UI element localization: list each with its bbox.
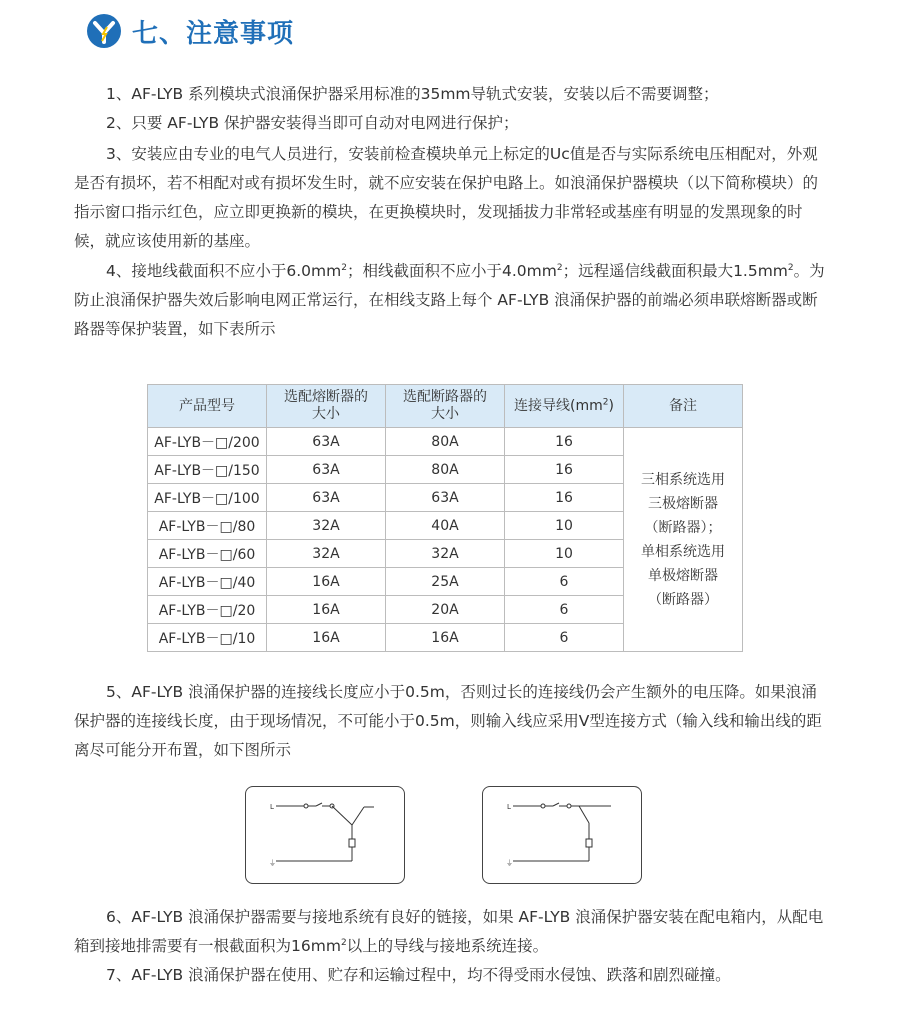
diagram-label-l: L (270, 803, 274, 811)
company-logo-icon (86, 13, 122, 49)
cell-model: AF-LYB－□/40 (148, 568, 267, 596)
cell-wire: 16 (505, 428, 624, 456)
cell-wire: 10 (505, 512, 624, 540)
note-item-6: 6、AF-LYB 浪涌保护器需要与接地系统有良好的链接，如果 AF-LYB 浪涌保护器安装在配电箱内，从配电箱到接地排需要有一根截面积为$16mm^2$以上的导线与接地系统连接。 (74, 908, 824, 955)
cell-fuse: 63A (267, 456, 386, 484)
cell-breaker: 80A (386, 456, 505, 484)
section-header (86, 12, 294, 50)
cell-breaker: 25A (386, 568, 505, 596)
cell-wire: 6 (505, 568, 624, 596)
cell-wire: 16 (505, 484, 624, 512)
cell-breaker: 40A (386, 512, 505, 540)
note-item-1: 1、AF-LYB 系列模块式浪涌保护器采用标准的35mm导轨式安装，安装以后不需要调整； (106, 85, 719, 103)
cell-breaker: 20A (386, 596, 505, 624)
cell-fuse: 32A (267, 512, 386, 540)
note-item-3: 3、安装应由专业的电气人员进行，安装前检查模块单元上标定的Uc值是否与实际系统电压相配对，外观是否有损坏，若不相配对或有损坏发生时，就不应安装在保护电路上。如浪涌保护器模块（以下简称模块）的指示窗口指示红色，应立即更换新的模块，在更换模块时，发现插拔力非常轻或基座有明显的发黑现象的时候，就应该使用新的基座。 (74, 145, 819, 250)
diagram-label-l: L (507, 803, 511, 811)
cell-breaker: 16A (386, 624, 505, 652)
cell-breaker: 32A (386, 540, 505, 568)
cell-breaker: 80A (386, 428, 505, 456)
cell-fuse: 63A (267, 484, 386, 512)
cell-fuse: 32A (267, 540, 386, 568)
section-title: 七、注意事项 (132, 18, 295, 49)
cell-model: AF-LYB－□/10 (148, 624, 267, 652)
cell-fuse: 16A (267, 568, 386, 596)
col-remark-header: 备注 (624, 385, 743, 428)
diagram-label-pe: ⏚ (506, 859, 513, 867)
col-model-header: 产品型号 (148, 385, 267, 428)
diagram-label-pe: ⏚ (269, 859, 276, 867)
col-fuse-header: 选配熔断器的 大小 (267, 385, 386, 428)
note-item-2: 2、只要 AF-LYB 保护器安装得当即可自动对电网进行保护； (106, 114, 519, 132)
cell-fuse: 16A (267, 596, 386, 624)
table-row (148, 428, 743, 456)
cell-wire: 6 (505, 596, 624, 624)
cell-model: AF-LYB－□/80 (148, 512, 267, 540)
v-connection-diagram (246, 787, 404, 883)
note-item-7: 7、AF-LYB 浪涌保护器在使用、贮存和运输过程中，均不得受雨水侵蚀、跌落和剧烈碰撞。 (106, 966, 731, 984)
t-connection-diagram (483, 787, 641, 883)
cell-wire: 16 (505, 456, 624, 484)
cell-remark: 三相系统选用 三极熔断器 （断路器）； 单相系统选用 单极熔断器 （断路器） (624, 428, 743, 652)
cell-fuse: 63A (267, 428, 386, 456)
cell-model: AF-LYB－□/60 (148, 540, 267, 568)
cell-breaker: 63A (386, 484, 505, 512)
cell-model: AF-LYB－□/20 (148, 596, 267, 624)
table-header-row (148, 385, 743, 428)
cell-model: AF-LYB－□/150 (148, 456, 267, 484)
wiring-diagram-right (482, 786, 642, 884)
note-item-5: 5、AF-LYB 浪涌保护器的连接线长度应小于0.5m，否则过长的连接线仍会产生额外的电压降。如果浪涌保护器的连接线长度，由于现场情况，不可能小于0.5m，则输入线应采用V型连接方式（输入线和输出线的距离尽可能分开布置，如下图所示 (74, 683, 822, 759)
protection-spec-table (147, 384, 743, 652)
wiring-diagram-left (245, 786, 405, 884)
cell-fuse: 16A (267, 624, 386, 652)
col-wire-header: 连接导线$(mm^2)$ (505, 385, 624, 428)
cell-wire: 6 (505, 624, 624, 652)
col-breaker-header: 选配断路器的 大小 (386, 385, 505, 428)
note-item-4: 4、接地线截面积不应小于$6.0mm^2$；相线截面积不应小于$4.0mm^2$；远程遥信线截面积最大$1.5mm^2$。为防止浪涌保护器失效后影响电网正常运行，在相线支路上每个 AF-LYB 浪涌保护器的前端必须串联熔断器或断路器等保护装置，如下表所示 (74, 262, 825, 338)
cell-model: AF-LYB－□/200 (148, 428, 267, 456)
cell-wire: 10 (505, 540, 624, 568)
cell-model: AF-LYB－□/100 (148, 484, 267, 512)
